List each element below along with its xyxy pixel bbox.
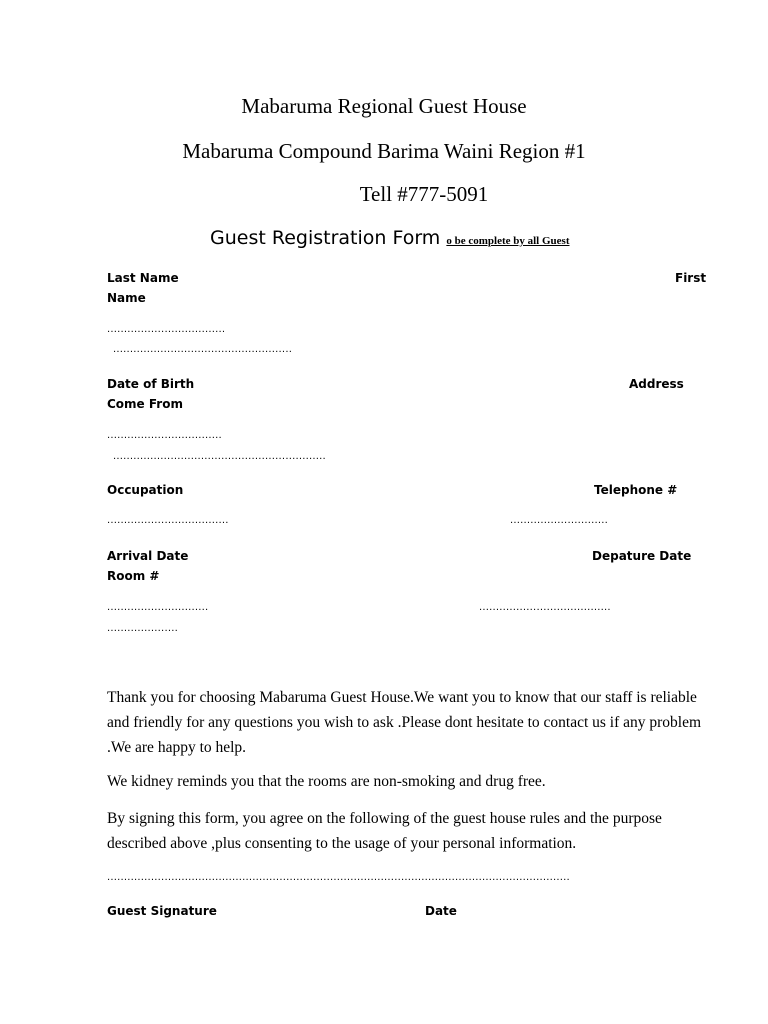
last-name-blank[interactable]: ................................... (107, 324, 226, 335)
arrival-date-label: Arrival Date (107, 549, 189, 563)
arrival-date-blank[interactable]: .............................. (107, 602, 209, 613)
guest-signature-label: Guest Signature (107, 904, 217, 918)
thank-you-paragraph: Thank you for choosing Mabaruma Guest House.We want you to know that our staff is reliable and friendly for any questions you wish to ask .Please dont hesitate to contact us if any problem .We are happy to help. (107, 689, 702, 756)
telephone-label: Telephone # (594, 483, 678, 497)
first-name-blank[interactable]: ..................................................... (113, 344, 293, 355)
non-smoking-notice: We kidney reminds you that the rooms are non-smoking and drug free. (107, 773, 546, 790)
form-title-sub: o be complete by all Guest (446, 235, 570, 247)
come-from-label: Come From (107, 397, 183, 411)
dob-blank[interactable]: .................................. (107, 430, 222, 441)
form-title (210, 227, 570, 249)
signature-line[interactable]: ......................................................................................................................................... (107, 872, 570, 883)
occupation-label: Occupation (107, 483, 184, 497)
consent-paragraph: By signing this form, you agree on the following of the guest house rules and the purpose described above ,plus consenting to the usage of your personal information. (107, 810, 662, 852)
guest-house-phone: Tell #777-5091 (359, 182, 489, 206)
room-blank[interactable]: ..................... (107, 623, 178, 634)
first-label: First (675, 271, 707, 285)
name-label: Name (107, 291, 146, 305)
dob-label: Date of Birth (107, 377, 195, 391)
room-label: Room # (107, 569, 160, 583)
form-title-main: Guest Registration Form (210, 227, 447, 249)
date-label: Date (425, 904, 457, 918)
telephone-blank[interactable]: ............................. (510, 515, 608, 526)
departure-date-blank[interactable]: ....................................... (479, 602, 611, 613)
guest-house-address: Mabaruma Compound Barima Waini Region #1 (182, 139, 586, 163)
last-name-label: Last Name (107, 271, 179, 285)
address-label: Address (629, 377, 684, 391)
guest-house-name: Mabaruma Regional Guest House (241, 94, 527, 118)
departure-date-label: Depature Date (592, 549, 692, 563)
address-blank[interactable]: ............................................................... (113, 451, 326, 462)
occupation-blank[interactable]: .................................... (107, 515, 229, 526)
